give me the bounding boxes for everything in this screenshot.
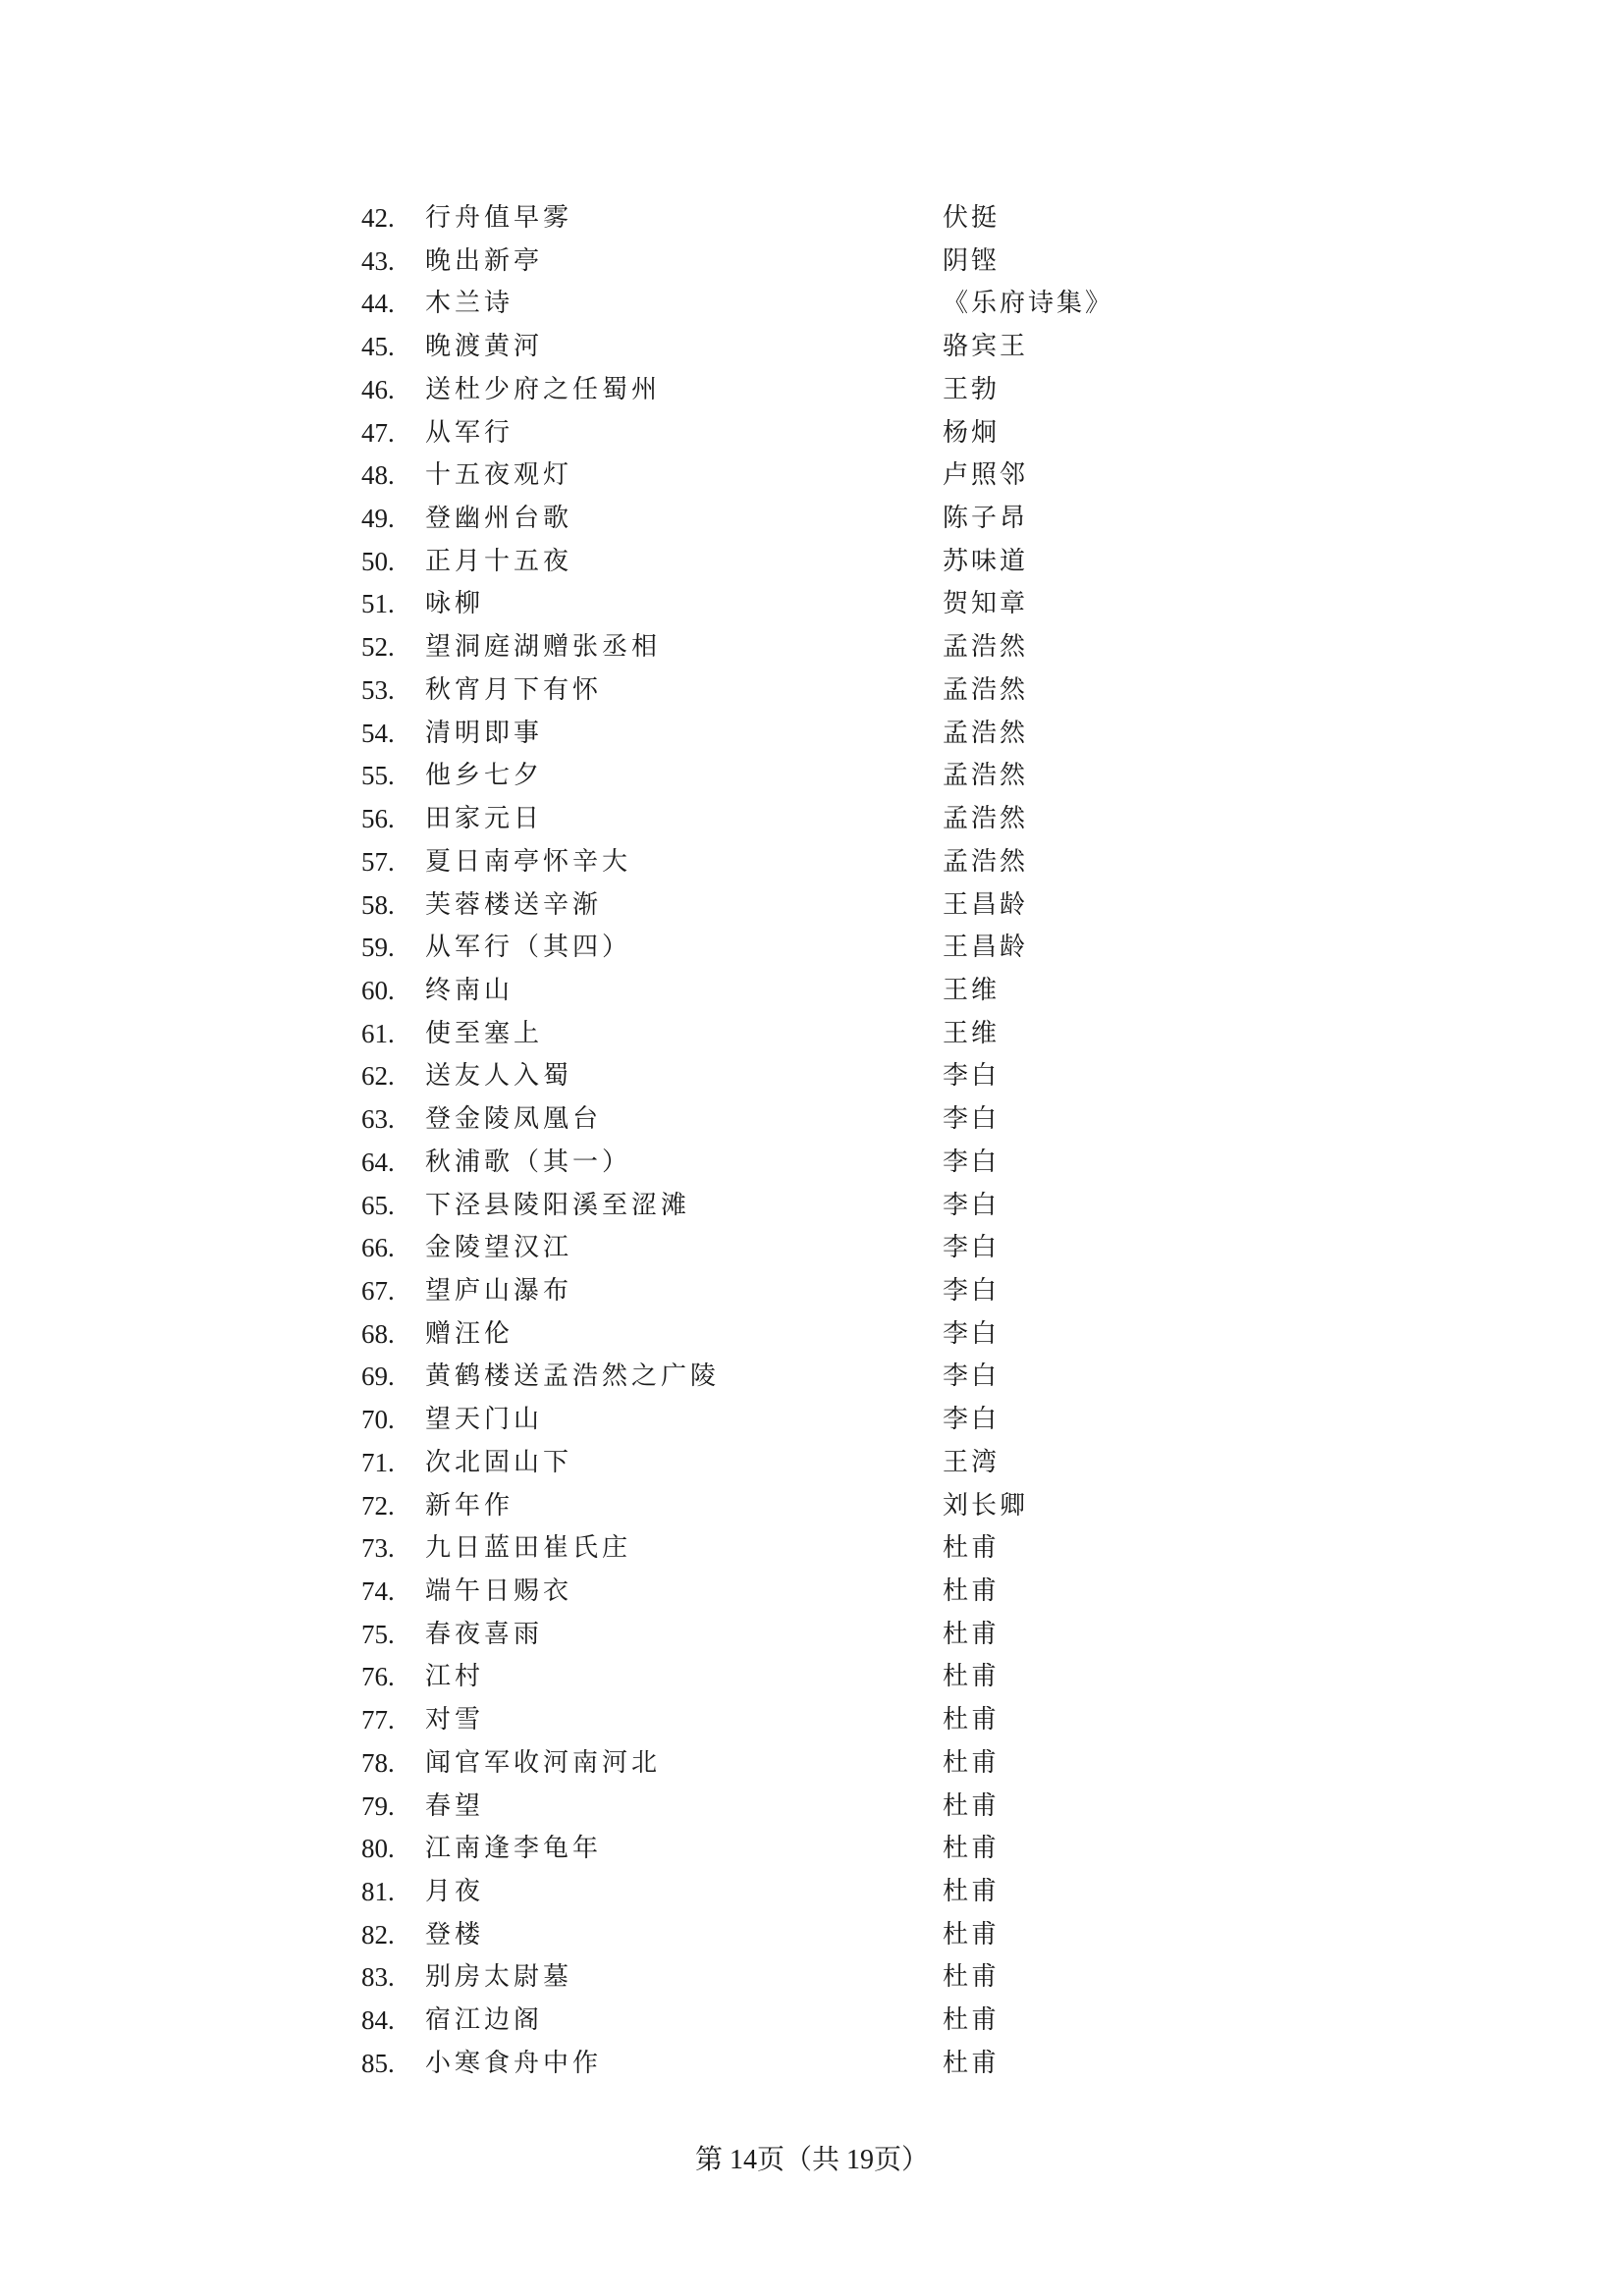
poem-title: 望庐山瀑布 [425, 1275, 573, 1306]
poem-number: 53. [361, 674, 395, 705]
list-item [0, 1013, 1624, 1056]
poem-title: 黄鹤楼送孟浩然之广陵 [425, 1362, 721, 1392]
list-item [0, 626, 1624, 669]
poem-author: 伏挺 [943, 203, 1001, 233]
poem-author: 杜甫 [943, 1877, 1001, 1907]
poem-title: 十五夜观灯 [425, 460, 573, 491]
poem-author: 李白 [943, 1104, 1001, 1135]
poem-author: 王昌龄 [943, 889, 1029, 920]
poem-title: 江南逢李龟年 [425, 1834, 603, 1864]
poem-title: 登楼 [425, 1919, 485, 1949]
poem-number: 50. [361, 546, 395, 576]
poem-author: 杜甫 [943, 1790, 1001, 1821]
poem-author: 孟浩然 [943, 632, 1029, 663]
list-item [0, 798, 1624, 841]
poem-title: 晚出新亭 [425, 245, 544, 276]
poem-number: 52. [361, 632, 395, 663]
poem-author: 骆宾王 [943, 332, 1029, 362]
poem-author: 李白 [943, 1233, 1001, 1263]
poem-number: 83. [361, 1962, 395, 1993]
list-item [0, 669, 1624, 713]
poem-number: 47. [361, 417, 395, 448]
poem-author: 王昌龄 [943, 933, 1029, 963]
poem-title: 秋浦歌（其一） [425, 1147, 632, 1177]
poem-title: 田家元日 [425, 804, 544, 834]
poem-title: 端午日赐衣 [425, 1576, 573, 1606]
poem-author: 苏味道 [943, 546, 1029, 576]
poem-title: 木兰诗 [425, 289, 514, 319]
poem-title: 从军行 [425, 417, 514, 448]
poem-number: 42. [361, 203, 395, 233]
poem-author: 李白 [943, 1147, 1001, 1177]
poem-number: 61. [361, 1018, 395, 1048]
poem-author: 《乐府诗集》 [943, 289, 1114, 319]
poem-title: 春夜喜雨 [425, 1619, 544, 1649]
poem-author: 孟浩然 [943, 718, 1029, 748]
poem-author: 杜甫 [943, 1619, 1001, 1649]
poem-list [0, 197, 1624, 2086]
poem-title: 对雪 [425, 1705, 485, 1735]
poem-number: 71. [361, 1447, 395, 1477]
list-item [0, 970, 1624, 1013]
poem-title: 金陵望汉江 [425, 1233, 573, 1263]
poem-number: 69. [361, 1362, 395, 1392]
poem-title: 闻官军收河南河北 [425, 1747, 662, 1778]
poem-author: 李白 [943, 1190, 1001, 1220]
poem-title: 望洞庭湖赠张丞相 [425, 632, 662, 663]
list-item [0, 884, 1624, 928]
list-item [0, 326, 1624, 369]
list-item [0, 1956, 1624, 2000]
list-item [0, 1656, 1624, 1699]
poem-number: 59. [361, 933, 395, 963]
list-item [0, 2000, 1624, 2043]
list-item [0, 1527, 1624, 1571]
poem-title: 芙蓉楼送辛渐 [425, 889, 603, 920]
poem-author: 卢照邻 [943, 460, 1029, 491]
poem-number: 54. [361, 718, 395, 748]
poem-number: 84. [361, 2005, 395, 2036]
poem-title: 从军行（其四） [425, 933, 632, 963]
poem-title: 晚渡黄河 [425, 332, 544, 362]
poem-number: 78. [361, 1747, 395, 1778]
list-item [0, 498, 1624, 541]
poem-title: 下泾县陵阳溪至涩滩 [425, 1190, 691, 1220]
poem-number: 80. [361, 1834, 395, 1864]
poem-author: 杜甫 [943, 1576, 1001, 1606]
poem-number: 76. [361, 1662, 395, 1692]
list-item [0, 412, 1624, 455]
poem-author: 王维 [943, 1018, 1001, 1048]
poem-author: 杜甫 [943, 2048, 1001, 2078]
poem-number: 68. [361, 1318, 395, 1349]
list-item [0, 1786, 1624, 1829]
poem-number: 79. [361, 1790, 395, 1821]
poem-title: 他乡七夕 [425, 761, 544, 791]
poem-title: 登幽州台歌 [425, 504, 573, 534]
list-item [0, 1742, 1624, 1786]
poem-author: 杜甫 [943, 1747, 1001, 1778]
poem-number: 58. [361, 889, 395, 920]
poem-title: 秋宵月下有怀 [425, 674, 603, 705]
poem-author: 孟浩然 [943, 846, 1029, 877]
poem-number: 67. [361, 1275, 395, 1306]
poem-number: 81. [361, 1877, 395, 1907]
poem-title: 终南山 [425, 975, 514, 1005]
poem-number: 56. [361, 804, 395, 834]
poem-title: 夏日南亭怀辛大 [425, 846, 632, 877]
poem-number: 70. [361, 1405, 395, 1435]
list-item [0, 1571, 1624, 1614]
list-item [0, 2043, 1624, 2086]
poem-author: 孟浩然 [943, 804, 1029, 834]
poem-number: 64. [361, 1147, 395, 1177]
poem-author: 李白 [943, 1318, 1001, 1349]
poem-title: 行舟值早雾 [425, 203, 573, 233]
poem-number: 43. [361, 245, 395, 276]
list-item [0, 713, 1624, 756]
list-item [0, 1614, 1624, 1657]
page-footer: 第 14页（共 19页） [694, 2145, 929, 2175]
poem-title: 月夜 [425, 1877, 485, 1907]
poem-author: 李白 [943, 1061, 1001, 1092]
list-item [0, 1098, 1624, 1142]
poem-title: 正月十五夜 [425, 546, 573, 576]
poem-title: 九日蓝田崔氏庄 [425, 1533, 632, 1564]
poem-title: 赠汪伦 [425, 1318, 514, 1349]
poem-title: 宿江边阁 [425, 2005, 544, 2036]
list-item [0, 1313, 1624, 1357]
poem-author: 杜甫 [943, 1962, 1001, 1993]
poem-title: 别房太尉墓 [425, 1962, 573, 1993]
poem-number: 82. [361, 1919, 395, 1949]
poem-number: 77. [361, 1705, 395, 1735]
poem-number: 65. [361, 1190, 395, 1220]
poem-author: 杜甫 [943, 1705, 1001, 1735]
poem-number: 60. [361, 975, 395, 1005]
list-item [0, 240, 1624, 284]
poem-author: 李白 [943, 1405, 1001, 1435]
poem-author: 贺知章 [943, 589, 1029, 619]
list-item [0, 283, 1624, 326]
poem-number: 75. [361, 1619, 395, 1649]
poem-number: 57. [361, 846, 395, 877]
poem-title: 咏柳 [425, 589, 485, 619]
poem-author: 刘长卿 [943, 1490, 1029, 1521]
poem-number: 49. [361, 504, 395, 534]
list-item [0, 1399, 1624, 1442]
list-item [0, 1356, 1624, 1399]
poem-number: 73. [361, 1533, 395, 1564]
list-item [0, 197, 1624, 240]
poem-title: 春望 [425, 1790, 485, 1821]
list-item [0, 1699, 1624, 1742]
poem-author: 李白 [943, 1362, 1001, 1392]
list-item [0, 841, 1624, 884]
list-item [0, 1485, 1624, 1528]
poem-title: 望天门山 [425, 1405, 544, 1435]
poem-number: 66. [361, 1233, 395, 1263]
list-item [0, 1227, 1624, 1270]
poem-author: 杜甫 [943, 1662, 1001, 1692]
poem-author: 王湾 [943, 1447, 1001, 1477]
poem-author: 孟浩然 [943, 674, 1029, 705]
poem-number: 44. [361, 289, 395, 319]
poem-title: 江村 [425, 1662, 485, 1692]
list-item [0, 583, 1624, 626]
list-item [0, 369, 1624, 412]
poem-title: 小寒食舟中作 [425, 2048, 603, 2078]
poem-author: 王维 [943, 975, 1001, 1005]
list-item [0, 454, 1624, 498]
poem-author: 陈子昂 [943, 504, 1029, 534]
list-item [0, 1828, 1624, 1871]
poem-author: 杜甫 [943, 1919, 1001, 1949]
poem-author: 杜甫 [943, 1834, 1001, 1864]
poem-number: 62. [361, 1061, 395, 1092]
poem-title: 送杜少府之任蜀州 [425, 374, 662, 404]
list-item [0, 1055, 1624, 1098]
poem-author: 阴铿 [943, 245, 1001, 276]
poem-author: 杨炯 [943, 417, 1001, 448]
poem-author: 孟浩然 [943, 761, 1029, 791]
poem-number: 74. [361, 1576, 395, 1606]
poem-author: 杜甫 [943, 1533, 1001, 1564]
list-item [0, 755, 1624, 798]
list-item [0, 1914, 1624, 1957]
list-item [0, 1871, 1624, 1914]
list-item [0, 927, 1624, 970]
poem-title: 登金陵凤凰台 [425, 1104, 603, 1135]
poem-number: 72. [361, 1490, 395, 1521]
list-item [0, 541, 1624, 584]
poem-number: 55. [361, 761, 395, 791]
poem-author: 杜甫 [943, 2005, 1001, 2036]
list-item [0, 1142, 1624, 1185]
list-item [0, 1185, 1624, 1228]
poem-title: 次北固山下 [425, 1447, 573, 1477]
poem-title: 送友人入蜀 [425, 1061, 573, 1092]
poem-number: 63. [361, 1104, 395, 1135]
list-item [0, 1270, 1624, 1313]
poem-number: 51. [361, 589, 395, 619]
poem-title: 新年作 [425, 1490, 514, 1521]
poem-title: 清明即事 [425, 718, 544, 748]
list-item [0, 1442, 1624, 1485]
poem-number: 85. [361, 2048, 395, 2078]
poem-number: 48. [361, 460, 395, 491]
poem-author: 王勃 [943, 374, 1001, 404]
poem-number: 46. [361, 374, 395, 404]
poem-author: 李白 [943, 1275, 1001, 1306]
poem-title: 使至塞上 [425, 1018, 544, 1048]
poem-number: 45. [361, 332, 395, 362]
